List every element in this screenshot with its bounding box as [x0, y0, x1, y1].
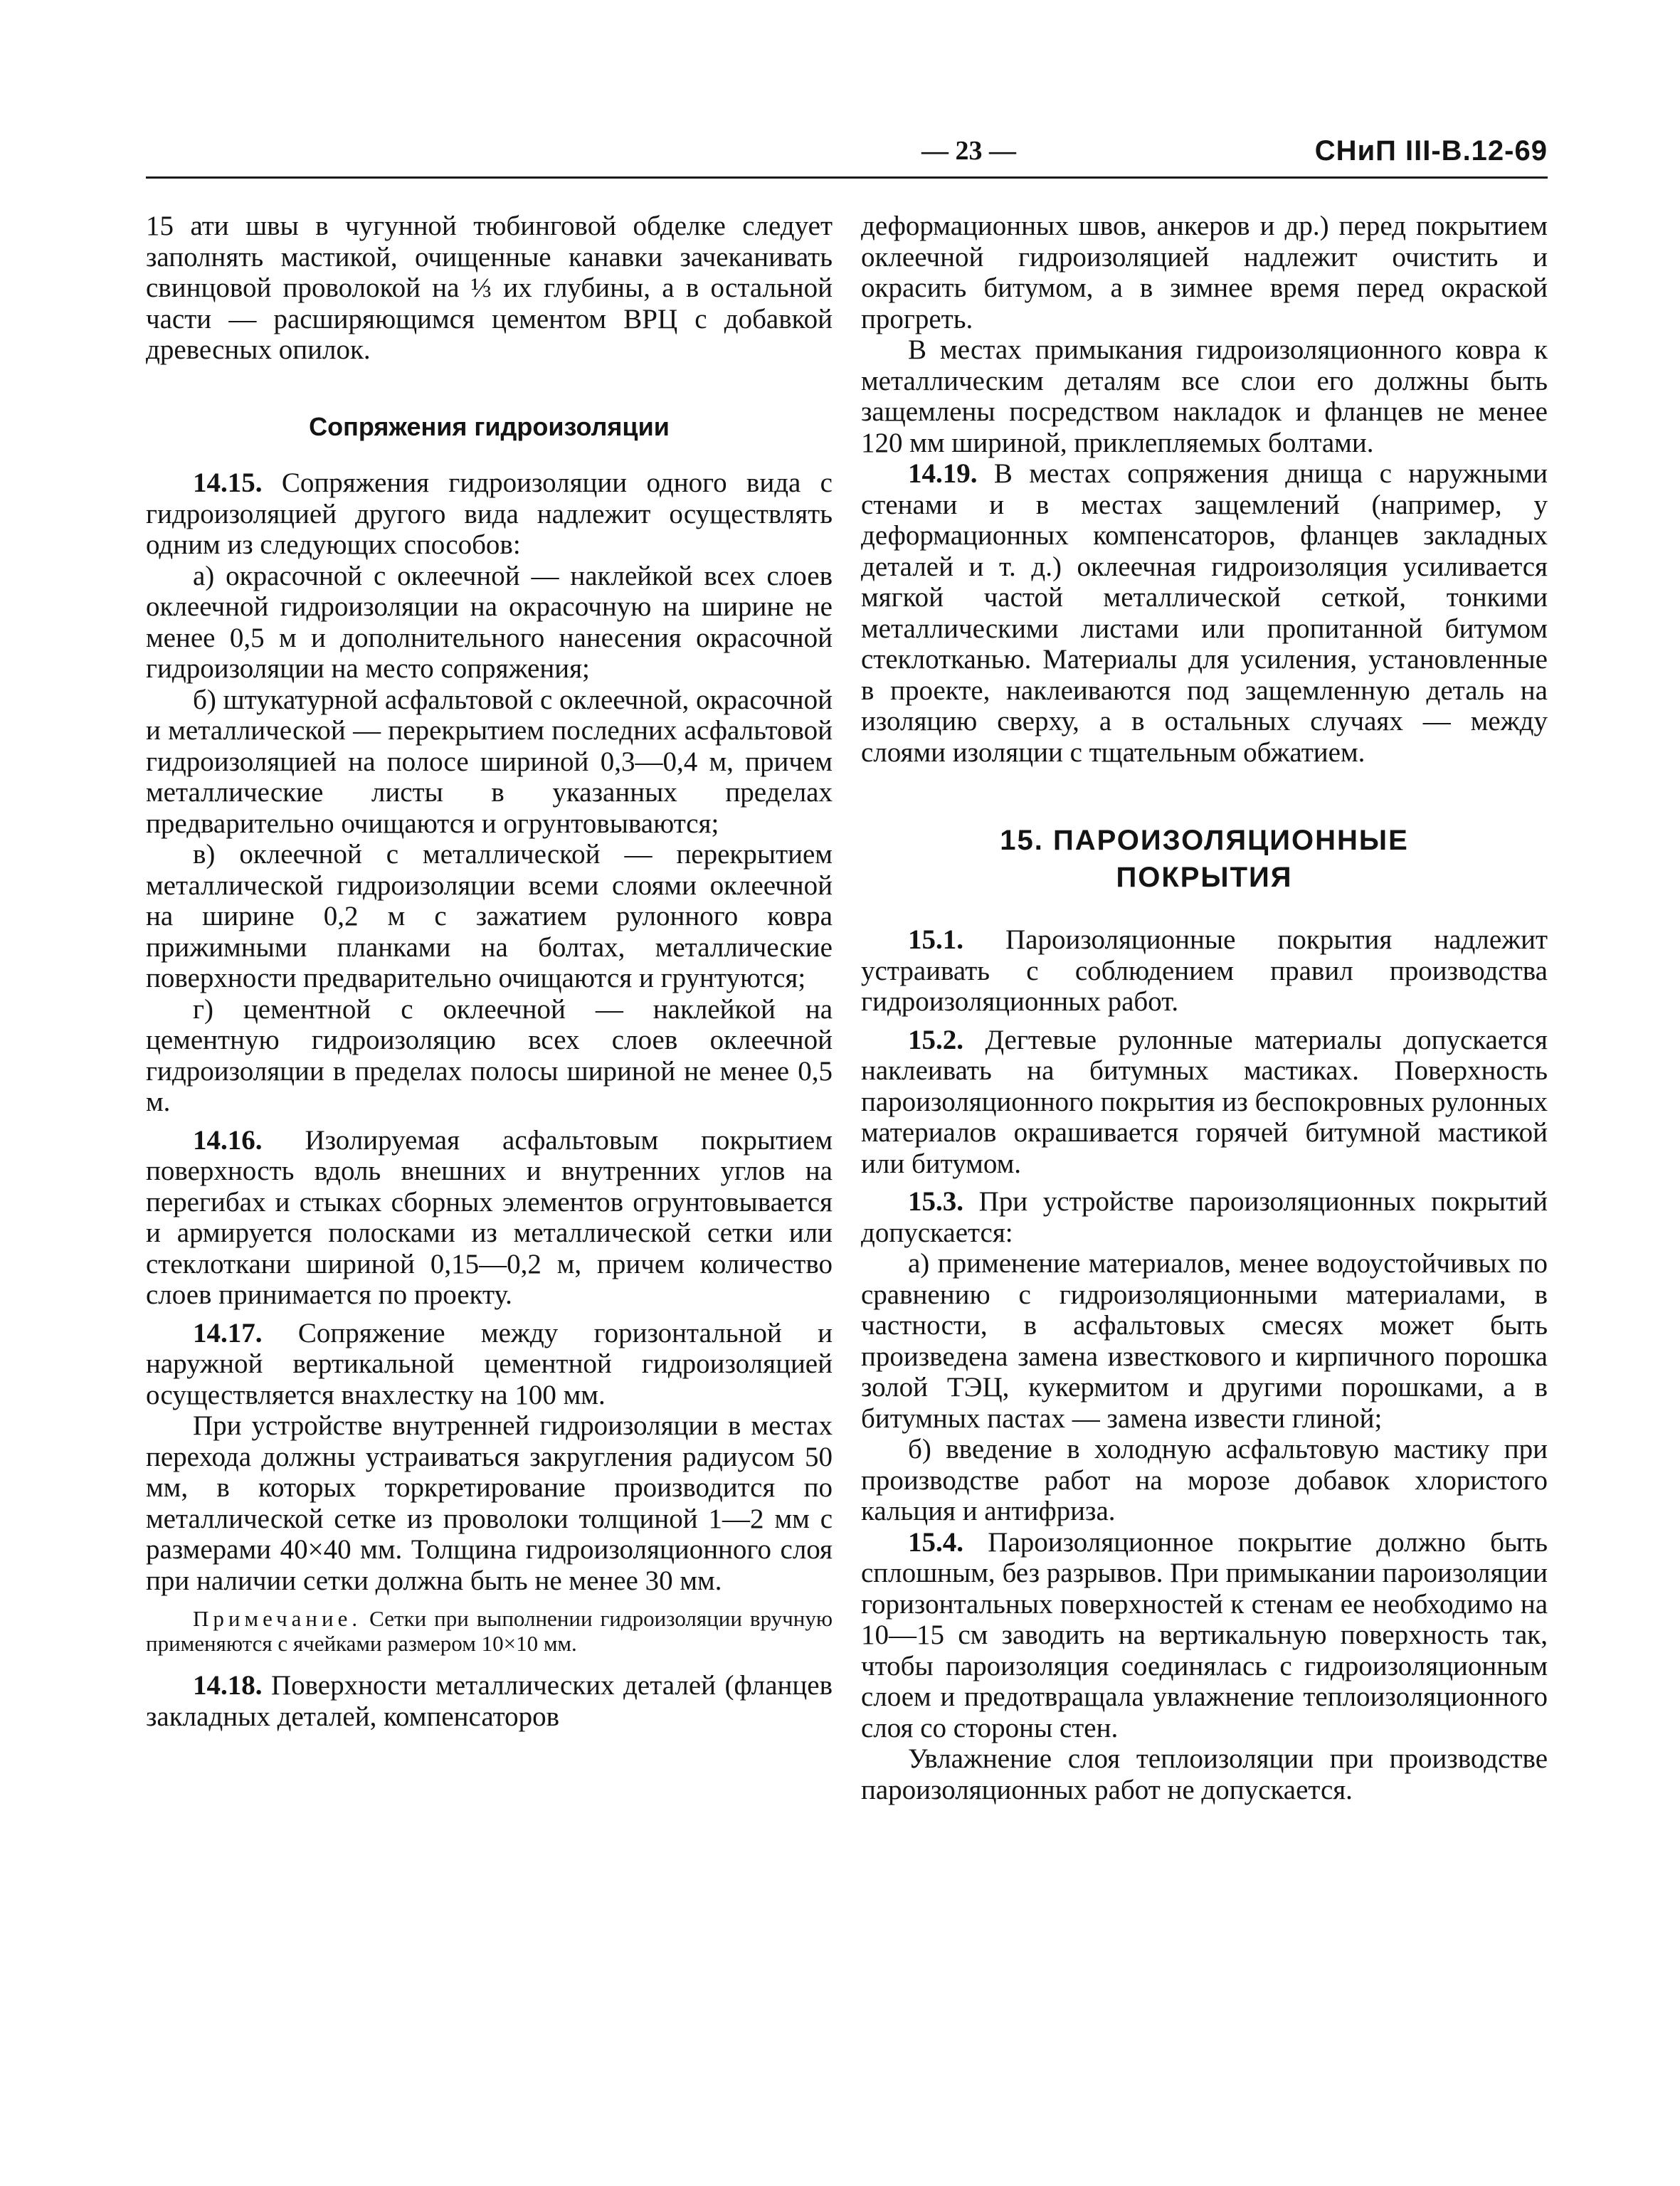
- clause-14-18: [146, 1670, 833, 1732]
- section-heading-line2: ПОКРЫТИЯ: [1116, 862, 1293, 893]
- subheading-junctions: Сопряжения гидроизоляции: [309, 411, 670, 441]
- clause-text: Изолируемая асфальтовым покрытием поверхность вдоль внешних и внутренних углов на перегибах и стыках сборных элементов огрунтовывается и армируется полосками из металлической сетки или стеклоткани шириной 0,15—0,2 м, причем количество слоев принимается по проекту.: [146, 1124, 833, 1310]
- left-column: [146, 211, 833, 1732]
- clause-number: 15.1.: [908, 924, 963, 955]
- page-header: [146, 135, 1548, 175]
- header-rule: [146, 176, 1548, 179]
- clause-14-16: [146, 1125, 833, 1311]
- clause-text: В местах сопряжения днища с наружными стенами и в местах защемлений (например, у деформационных компенсаторов, фланцев закладных деталей и т. д.) оклеечная гидроизоляция усиливается мягкой частой металлической сеткой, тонкими металлическими листами или пропитанной битумом стеклотканью. Материалы для усиления, установленные в проекте, наклеиваются под защемленную деталь на изоляцию сверху, а в остальных случаях — между слоями изоляции с тщательным обжатием.: [861, 458, 1548, 768]
- note-text: Сетки при выполнении гидроизоляции вручную применяются с ячейками размером 10×10 мм.: [146, 1606, 833, 1656]
- clause-number: 15.3.: [908, 1186, 963, 1217]
- clause-14-19: [861, 458, 1548, 768]
- paragraph-moisture: Увлажнение слоя теплоизоляции при производстве пароизоляционных работ не допускается.: [861, 1743, 1548, 1805]
- item-v: в) оклеечной с металлической — перекрытием металлической гидроизоляции всеми слоями оклеечной на ширине 0,2 м с зажатием рулонного ковра прижимными планками на болтах, металлические поверхности предварительно очищаются и грунтуются;: [146, 839, 833, 993]
- item-a: а) окрасочной с оклеечной — наклейкой всех слоев оклеечной гидроизоляции на окрасочную на ширине не менее 0,5 м и дополнительного нанесения окрасочной гидроизоляции на место сопряжения;: [146, 560, 833, 684]
- paragraph-intro: 15 ати швы в чугунной тюбинговой обделке следует заполнять мастикой, очищенные канавки зачеканивать свинцовой проволокой на ⅓ их глубины, а в остальной части — расширяющимся цементом ВРЦ с добавкой древесных опилок.: [146, 211, 833, 365]
- section-heading-line1: 15. ПАРОИЗОЛЯЦИОННЫЕ: [1000, 825, 1409, 856]
- clause-number: 14.15.: [193, 468, 263, 498]
- clause-15-4: [861, 1527, 1548, 1744]
- paragraph-inner-waterproofing: При устройстве внутренней гидроизоляции в местах перехода должны устраиваться закругления радиусом 50 мм, в которых торкретирование производится по металлической сетке из проволоки толщиной 1—2 мм с размерами 40×40 мм. Толщина гидроизоляционного слоя при наличии сетки должна быть не менее 30 мм.: [146, 1410, 833, 1596]
- clause-text: Сопряжения гидроизоляции одного вида с гидроизоляцией другого вида надлежит осуществлять одним из следующих способов:: [146, 468, 833, 560]
- note: [146, 1606, 833, 1656]
- note-label: Примечание.: [193, 1606, 362, 1631]
- clause-text: Дегтевые рулонные материалы допускается наклеивать на битумных мастиках. Поверхность пароизоляционного покрытия из беспокровных рулонных материалов окрашивается горячей битумной мастикой или битумом.: [861, 1024, 1548, 1179]
- clause-number: 14.19.: [908, 458, 978, 489]
- item-15-3-a: а) применение материалов, менее водоустойчивых по сравнению с гидроизоляционными материалами, в частности, в асфальтовых смесях может быть произведена замена известкового и кирпичного порошка золой ТЭЦ, кукермитом и другими порошками, а в битумных пастах — замена извести глиной;: [861, 1248, 1548, 1434]
- item-b: б) штукатурной асфальтовой с оклеечной, окрасочной и металлической — перекрытием последних асфальтовой гидроизоляцией на полосе шириной 0,3—0,4 м, причем металлические листы в указанных пределах предварительно очищаются и огрунтовываются;: [146, 684, 833, 839]
- clause-text: Сопряжение между горизонтальной и наружной вертикальной цементной гидроизоляцией осуществляется внахлестку на 100 мм.: [146, 1317, 833, 1410]
- clause-number: 15.4.: [908, 1526, 963, 1558]
- section-heading: [861, 822, 1548, 896]
- clause-number: 15.2.: [908, 1024, 963, 1055]
- clause-number: 14.17.: [193, 1317, 263, 1348]
- item-15-3-b: б) введение в холодную асфальтовую мастику при производстве работ на морозе добавок хлористого кальция и антифриза.: [861, 1434, 1548, 1526]
- clause-15-1: [861, 924, 1548, 1018]
- clause-number: 14.18.: [193, 1670, 263, 1701]
- clause-number: 14.16.: [193, 1124, 263, 1156]
- clause-15-3: [861, 1186, 1548, 1248]
- page-number: — 23 —: [921, 136, 1016, 166]
- item-g: г) цементной с оклеечной — наклейкой на цементную гидроизоляцию всех слоев оклеечной гидроизоляции в пределах полосы шириной не менее 0,5 м.: [146, 993, 833, 1117]
- clause-14-17: [146, 1318, 833, 1411]
- clause-text: Пароизоляционное покрытие должно быть сплошным, без разрывов. При примыкании пароизоляции горизонтальных поверхностей к стенам ее необходимо на 10—15 см заводить на вертикальную поверхность так, чтобы пароизоляция соединялась с гидроизоляционным слоем и предотвращала увлажнение теплоизоляционного слоя со стороны стен.: [861, 1526, 1548, 1743]
- right-column: [861, 211, 1548, 1805]
- paragraph-continuation: деформационных швов, анкеров и др.) перед покрытием оклеечной гидроизоляцией надлежит очистить и окрасить битумом, а в зимнее время перед окраской прогреть.: [861, 211, 1548, 334]
- clause-14-15: [146, 468, 833, 561]
- clause-text: Пароизоляционные покрытия надлежит устраивать с соблюдением правил производства гидроизоляционных работ.: [861, 924, 1548, 1017]
- paragraph-places: В местах примыкания гидроизоляционного ковра к металлическим деталям все слои его должны быть защемлены посредством накладок и фланцев не менее 120 мм шириной, приклепляемых болтами.: [861, 334, 1548, 458]
- clause-text: При устройстве пароизоляционных покрытий допускается:: [861, 1186, 1548, 1248]
- clause-text: Поверхности металлических деталей (фланцев закладных деталей, компенсаторов: [146, 1670, 833, 1732]
- clause-15-2: [861, 1025, 1548, 1180]
- document-code: СНиП III-В.12-69: [1314, 135, 1548, 167]
